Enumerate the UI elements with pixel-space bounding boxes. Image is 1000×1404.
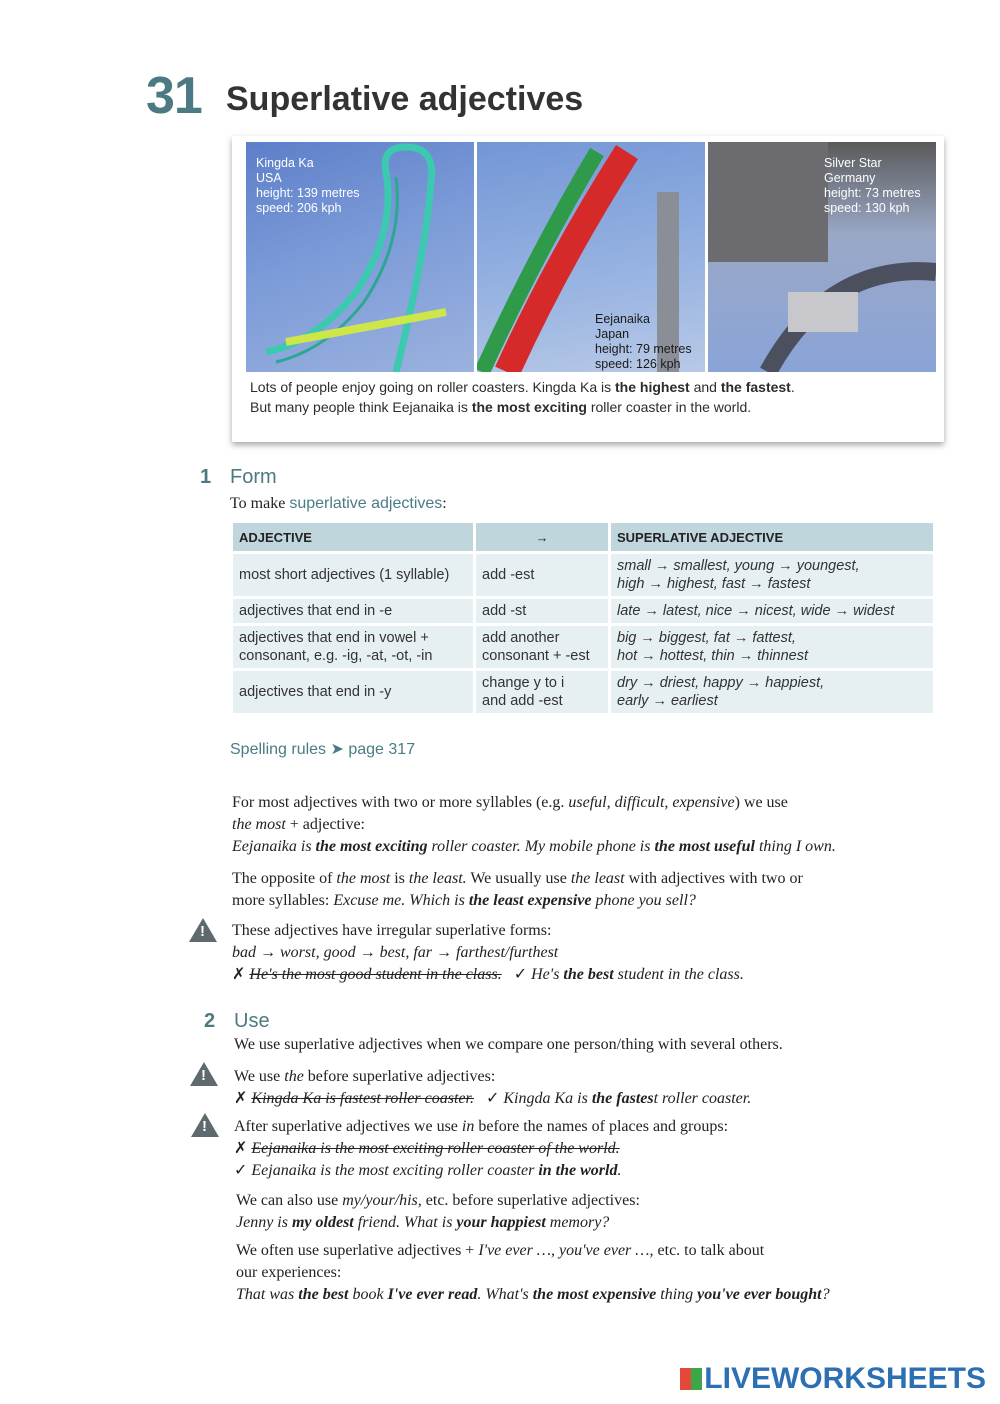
coaster-speed: speed: 126 kph bbox=[595, 357, 681, 371]
kingda-ka-photo bbox=[246, 142, 474, 372]
coaster-name: Silver Star bbox=[824, 156, 882, 170]
superlative-form-table bbox=[230, 520, 936, 716]
experiences-note: We often use superlative adjectives + I've ever …, you've ever …, etc. to talk about our experiences: That was the best book I've ever read. What's the most expensive thing you've ever bought? bbox=[236, 1242, 830, 1303]
eejanaika-photo bbox=[477, 142, 705, 372]
use-in-note: After superlative adjectives we use in before the names of places and groups: ✗ Eejanaika is the most exciting roller coaster of the world. ✓ Eejanaika is the most exciting roller coaster in the world. bbox=[234, 1118, 729, 1179]
liveworksheets-logo: LIVEWORKSHEETS bbox=[680, 1362, 986, 1396]
spelling-rules-link[interactable]: Spelling rules ➤ page 317 bbox=[230, 741, 416, 758]
coaster-name: Kingda Ka bbox=[256, 156, 314, 170]
coaster-height: height: 139 metres bbox=[256, 186, 360, 200]
coaster-height: height: 79 metres bbox=[595, 342, 692, 356]
table-header: ADJECTIVE bbox=[233, 523, 473, 551]
table-row: adjectives that end in vowel + consonant, e.g. -ig, -at, -ot, -in add another consonant + -est big → biggest, fat → fattest, hot → hottest, thin → thinnest bbox=[233, 626, 933, 668]
use-intro: We use superlative adjectives when we compare one person/thing with several others. bbox=[234, 1036, 783, 1053]
coaster-speed: speed: 206 kph bbox=[256, 201, 342, 215]
section-number: 1 bbox=[200, 466, 212, 488]
section-intro: To make superlative adjectives: bbox=[230, 495, 447, 512]
possessive-note: We can also use my/your/his, etc. before superlative adjectives: Jenny is my oldest friend. What is your happiest memory? bbox=[236, 1192, 640, 1231]
table-row: adjectives that end in -e add -st late → latest, nice → nicest, wide → widest bbox=[233, 599, 933, 623]
photo-caption: Lots of people enjoy going on roller coasters. Kingda Ka is the highest and the fastest. But many people think Eejanaika is the most exciting roller coaster in the world. bbox=[250, 379, 795, 415]
section-title: Form bbox=[230, 466, 277, 488]
use-the-note: We use the before superlative adjectives: ✗ Kingda Ka is fastest roller coaster. ✓ Kingda Ka is the fastest roller coaster. bbox=[234, 1068, 752, 1107]
section-number: 2 bbox=[204, 1010, 216, 1032]
unit-number: 31 bbox=[146, 67, 202, 125]
table-header: → bbox=[476, 523, 608, 551]
warning-icon: ! bbox=[191, 1113, 219, 1137]
page-title: Superlative adjectives bbox=[226, 80, 584, 118]
warning-icon: ! bbox=[189, 918, 217, 942]
coaster-height: height: 73 metres bbox=[824, 186, 921, 200]
least-paragraph: The opposite of the most is the least. We usually use the least with adjectives with two or more syllables: Excuse me. Which is the least expensive phone you sell? bbox=[232, 870, 803, 909]
coaster-speed: speed: 130 kph bbox=[824, 201, 910, 215]
table-row: most short adjectives (1 syllable) add -est small → smallest, young → youngest, high → highest, fast → fastest bbox=[233, 554, 933, 596]
coaster-name: Eejanaika bbox=[595, 312, 650, 326]
coaster-country: USA bbox=[256, 171, 282, 185]
logo-mark-icon bbox=[680, 1368, 702, 1390]
silver-star-photo bbox=[708, 142, 936, 372]
warning-icon: ! bbox=[190, 1062, 218, 1086]
irregular-forms-note: These adjectives have irregular superlative forms: bad → worst, good → best, far → farthest/furthest ✗ He's the most good student in the class. ✓ He's the best student in the class. bbox=[232, 922, 744, 983]
section-title: Use bbox=[234, 1010, 270, 1032]
table-row: adjectives that end in -y change y to i and add -est dry → driest, happy → happiest, early → earliest bbox=[233, 671, 933, 713]
coaster-country: Japan bbox=[595, 327, 630, 341]
coaster-country: Germany bbox=[824, 171, 876, 185]
table-header: SUPERLATIVE ADJECTIVE bbox=[611, 523, 933, 551]
most-paragraph: For most adjectives with two or more syllables (e.g. useful, difficult, expensive) we use the most + adjective: Eejanaika is the most exciting roller coaster. My mobile phone is the most useful thing I own. bbox=[232, 794, 836, 855]
